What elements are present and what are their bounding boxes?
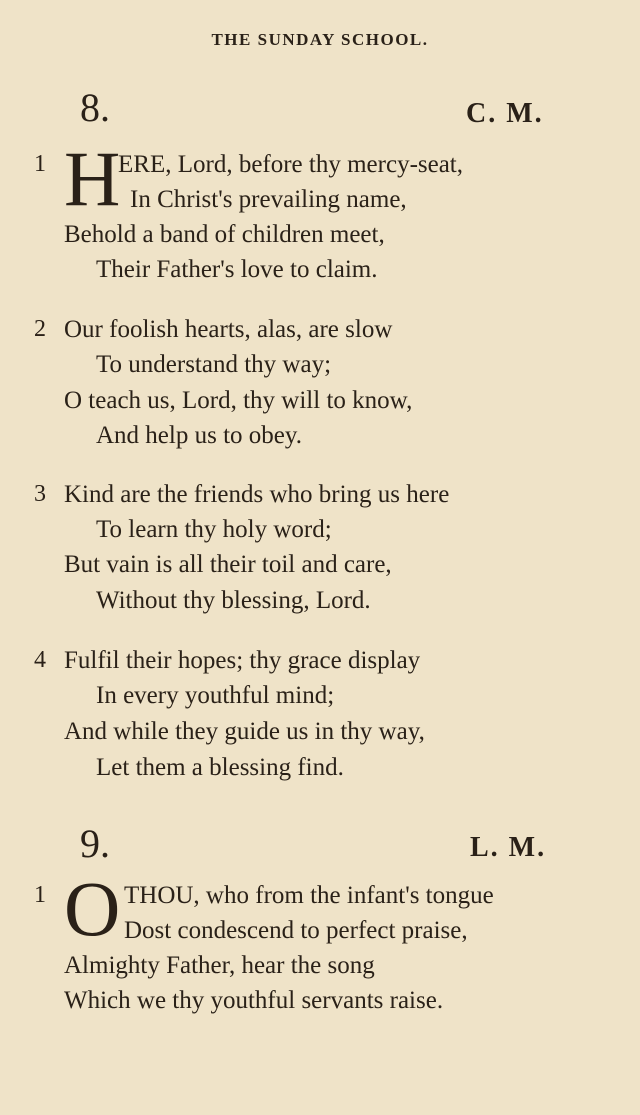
verse-number: 1: [34, 151, 46, 177]
verse-number: 1: [34, 882, 46, 908]
running-head: THE SUNDAY SCHOOL.: [211, 30, 429, 49]
verse-line: To understand thy way;: [96, 351, 332, 378]
verse-line: To learn thy holy word;: [96, 516, 332, 543]
verse-line: And help us to obey.: [96, 422, 302, 449]
verse-number: 4: [34, 647, 46, 673]
verse-line: Behold a band of children meet,: [64, 221, 385, 248]
hymn-number: 9.: [80, 821, 110, 866]
drop-cap: O: [64, 865, 121, 952]
verse-line: In every youthful mind;: [96, 682, 335, 709]
verse-line: THOU, who from the infant's tongue: [124, 882, 494, 909]
verse-line: Dost condescend to perfect praise,: [124, 917, 468, 944]
verse-line: Their Father's love to claim.: [96, 256, 378, 283]
verse-line: But vain is all their toil and care,: [64, 551, 392, 578]
verse-line: ERE, Lord, before thy mercy-seat,: [118, 151, 464, 178]
verse-line: Let them a blessing find.: [96, 754, 344, 781]
verse-number: 3: [34, 481, 46, 507]
hymn-meter: L. M.: [470, 832, 547, 863]
verse-number: 2: [34, 316, 46, 342]
verse-line: Kind are the friends who bring us here: [64, 481, 450, 508]
verse-line: Almighty Father, hear the song: [64, 952, 375, 979]
verse-line: Without thy blessing, Lord.: [96, 587, 371, 614]
drop-cap: H: [64, 135, 121, 222]
hymn-number: 8.: [80, 85, 110, 130]
hymn-meter: C. M.: [466, 98, 544, 129]
verse-line: And while they guide us in thy way,: [64, 718, 425, 745]
verse-line: Our foolish hearts, alas, are slow: [64, 316, 393, 343]
verse-line: In Christ's prevailing name,: [130, 186, 407, 213]
verse-line: Which we thy youthful servants raise.: [64, 987, 444, 1014]
verse-line: O teach us, Lord, thy will to know,: [64, 387, 413, 414]
verse-line: Fulfil their hopes; thy grace display: [64, 647, 421, 674]
